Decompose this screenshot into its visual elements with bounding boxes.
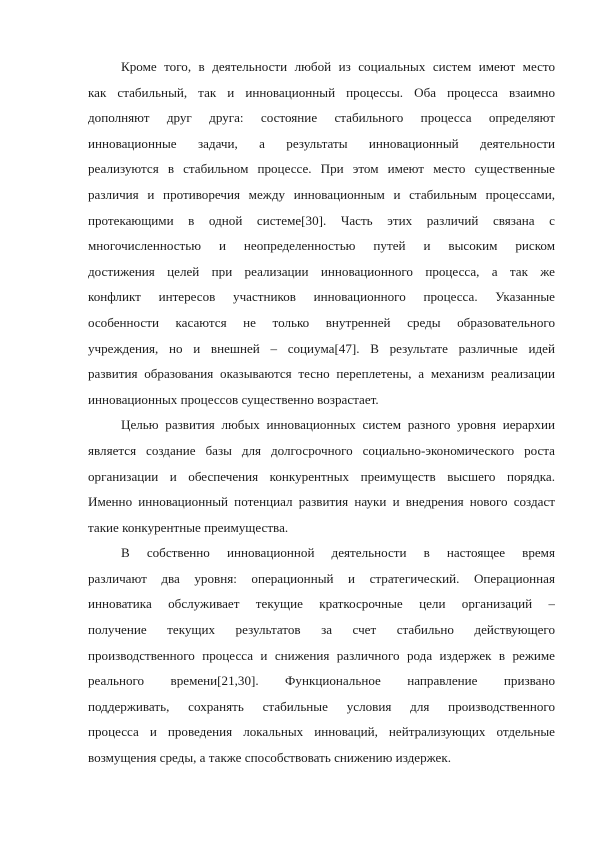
text-line: инноватика обслуживает текущие краткосрочные цели организаций – bbox=[88, 596, 555, 612]
text-line: возмущения среды, а также способствовать снижению издержек. bbox=[88, 750, 451, 766]
text-line: инновационные задачи, а результаты инновационный деятельности bbox=[88, 135, 555, 151]
text-line: реального времени[21,30]. Функциональное направление призвано bbox=[88, 673, 555, 689]
paragraph-2 bbox=[88, 412, 555, 540]
text-line: достижения целей при реализации инновационного процесса, а так же bbox=[88, 263, 555, 279]
text-line: поддерживать, сохранять стабильные условия для производственного bbox=[88, 698, 555, 714]
text-line: протекающими в одной системе[30]. Часть этих различий связана с bbox=[88, 212, 555, 228]
text-line: В собственно инновационной деятельности в настоящее время bbox=[121, 545, 555, 561]
text-line: организации и обеспечения конкурентных преимуществ высшего порядка. bbox=[88, 468, 555, 484]
text-line: учреждения, но и внешней – социума[47]. В результате различные идей bbox=[88, 340, 555, 356]
text-line: производственного процесса и снижения различного рода издержек в режиме bbox=[88, 647, 555, 663]
text-line: получение текущих результатов за счет стабильно действующего bbox=[88, 622, 555, 638]
text-line: конфликт интересов участников инновационного процесса. Указанные bbox=[88, 289, 555, 305]
text-line: Целью развития любых инновационных систем разного уровня иерархии bbox=[121, 417, 555, 433]
text-line: является создание базы для долгосрочного социально-экономического роста bbox=[88, 442, 555, 458]
paragraph-1 bbox=[88, 54, 555, 412]
text-line: особенности касаются не только внутренней среды образовательного bbox=[88, 314, 555, 330]
text-line: многочисленностью и неопределенностью путей и высоким риском bbox=[88, 238, 555, 254]
text-line: инновационных процессов существенно возрастает. bbox=[88, 391, 379, 407]
text-line: реализуются в стабильном процессе. При этом имеют место существенные bbox=[88, 161, 555, 177]
body-text bbox=[88, 54, 555, 771]
text-line: как стабильный, так и инновационный процессы. Оба процесса взаимно bbox=[88, 84, 555, 100]
paragraph-3 bbox=[88, 540, 555, 770]
text-line: дополняют друг друга: состояние стабильного процесса определяют bbox=[88, 110, 555, 126]
text-line: развития образования оказываются тесно переплетены, а механизм реализации bbox=[88, 366, 555, 382]
text-line: различия и противоречия между инновационным и стабильным процессами, bbox=[88, 186, 555, 202]
text-line: процесса и проведения локальных инноваций, нейтрализующих отдельные bbox=[88, 724, 555, 740]
text-line: Именно инновационный потенциал развития науки и внедрения нового создаст bbox=[88, 494, 555, 510]
text-line: Кроме того, в деятельности любой из социальных систем имеют место bbox=[121, 59, 555, 74]
text-line: различают два уровня: операционный и стратегический. Операционная bbox=[88, 570, 555, 586]
text-line: такие конкурентные преимущества. bbox=[88, 519, 289, 535]
